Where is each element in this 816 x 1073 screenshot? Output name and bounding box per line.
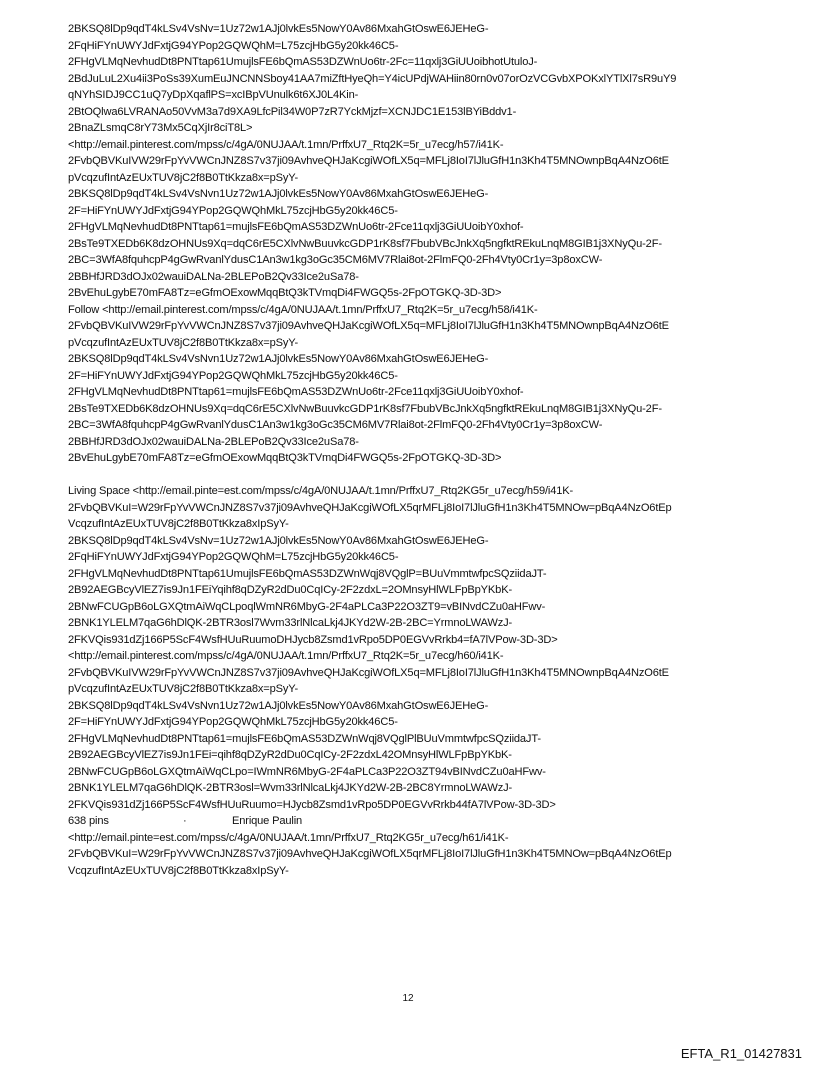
text-line: VcqzufIntAzEUxTUV8jC2f8B0TtKkza8xIpSyY- [68,518,289,530]
text-line: 2FqHiFYnUWYJdFxtjG94YPop2GQWQhM=L75zcjHbG5y20kk46C5- [68,551,399,563]
text-line: 2FvbQBVKuIVW29rFpYvVWCnJNZ8S7v37ji09AvhveQHJaKcgiWOfLX5q=MFLj8IoI7lJluGfH1n3Kh4T5MNOwnpBqA4NzO6tE [68,155,669,167]
text-line: 2FHgVLMqNevhudDt8PNTtap61=mujlsFE6bQmAS53DZWnUo6tr-2Fce11qxlj3GiUUoibY0xhof- [68,386,524,398]
text-line: qNYhSIDJ9CC1uQ7yDpXqaflPS=xcIBpVUnulk6t6XJ0L4Kin- [68,89,359,101]
text-line: 2FvbQBVKuIVW29rFpYvVWCnJNZ8S7v37ji09AvhveQHJaKcgiWOfLX5q=MFLj8IoI7lJluGfH1n3Kh4T5MNOwnpBqA4NzO6tE [68,320,669,332]
text-line: 2B92AEGBcyVlEZ7is9Jn1FEiYqihf8qDZyR2dDu0CqICy-2F2zdxL=2OMnsyHlWLFpBpYKbK- [68,584,512,596]
text-line: 2BKSQ8lDp9qdT4kLSv4VsNvn1Uz72w1AJj0lvkEs5NowY0Av86MxahGtOswE6JEHeG- [68,353,489,365]
text-line: VcqzufIntAzEUxTUV8jC2f8B0TtKkza8xIpSyY- [68,864,289,877]
text-line: 2B92AEGBcyVlEZ7is9Jn1FEi=qihf8qDZyR2dDu0CqICy-2F2zdxL42OMnsyHlWLFpBpYKbK- [68,749,512,761]
text-line: 2BNK1YLELM7qaG6hDlQK-2BTR3osl=Wvm33rlNlcaLkj4JKYd2W-2B-2BC8YrmnoLWAWzJ- [68,782,513,794]
text-line: 2FqHiFYnUWYJdFxtjG94YPop2GQWQhM=L75zcjHbG5y20kk46C5- [68,39,399,52]
text-line: 2FKVQis931dZj166P5ScF4WsfHUuRuumoDHJycb8Zsmd1vRpo5DP0EGVvRrkb4=fA7lVPow-3D-3D> [68,633,558,646]
text-line: 2BNwFCUGpB6oLGXQtmAiWqCLpo=IWmNR6MbyG-2F4aPLCa3P22O3ZT94vBINvdCZu0aHFwv- [68,765,546,778]
text-line: Living Space <http://email.pinte=est.com/mpss/c/4gA/0NUJAA/t.1mn/PrffxU7_Rtq2KG5r_u7ecg/h59/i41K- [68,485,574,497]
text-line: <http://email.pinte=est.com/mpss/c/4gA/0NUJAA/t.1mn/PrffxU7_Rtq2KG5r_u7ecg/h61/i41K- [68,831,509,844]
text-line: 2BNwFCUGpB6oLGXQtmAiWqCLpoqlWmNR6MbyG-2F4aPLCa3P22O3ZT9=vBINvdCZu0aHFwv- [68,600,546,613]
text-line: 2FKVQis931dZj166P5ScF4WsfHUuRuumo=HJycb8Zsmd1vRpo5DP0EGVvRrkb44fA7lVPow-3D-3D> [68,798,556,811]
page-number: 12 [402,993,414,1004]
text-line: 2BdJuLuL2Xu4ii3PoSs39XumEuJNCNNSboy41AA7miZftHyeQh=Y4icUPdjWAHiin80rn0v07orOzVCGvbXPOKxlYTlXl7sR9uY9 [68,72,677,85]
text-line: 2BKSQ8lDp9qdT4kLSv4VsNvn1Uz72w1AJj0lvkEs5NowY0Av86MxahGtOswE6JEHeG- [68,188,489,200]
email-body [68,21,788,879]
text-line: Follow <http://email.pinterest.com/mpss/c/4gA/0NUJAA/t.1mn/PrffxU7_Rtq2K=5r_u7ecg/h58/i41K- [68,303,538,316]
pin-count-line [68,813,788,830]
text-line: 2BC=3WfA8fquhcpP4gGwRvanlYdusC1An3w1kg3oGc35CM6MV7Rlai8ot-2FlmFQ0-2Fh4Vty0Cr1y=3p8oxCW- [68,254,603,266]
text-line: 2BNK1YLELM7qaG6hDlQK-2BTR3osl7Wvm33rlNlcaLkj4JKYd2W-2B-2BC=YrmnoLWAWzJ- [68,617,513,629]
text-line: 2FvbQBVKuI=W29rFpYvVWCnJNZ8S7v37ji09AvhveQHJaKcgiWOfLX5qrMFLj8IoI7lJluGfH1n3Kh4T5MNOw=pBqA4NzO6tEp [68,501,672,514]
text-line: 2BsTe9TXEDb6K8dzOHNUs9Xq=dqC6rE5CXlvNwBuuvkcGDP1rK8sf7FbubVBcJnkXq5ngfktREkuLnqM8GIB1j3XNyQu-2F- [68,237,662,250]
text-line: 2F=HiFYnUWYJdFxtjG94YPop2GQWQhMkL75zcjHbG5y20kk46C5- [68,369,398,382]
pin-author: Enrique Paulin [232,815,303,827]
link-block-tail [68,830,788,880]
text-line: 2BBHfJRD3dOJx02wauiDALNa-2BLEPoB2Qv33Ice2uSa78- [68,270,359,283]
text-line: pVcqzufIntAzEUxTUV8jC2f8B0TtKkza8x=pSyY- [68,683,299,695]
text-line: pVcqzufIntAzEUxTUV8jC2f8B0TtKkza8x=pSyY- [68,336,299,349]
text-line: pVcqzufIntAzEUxTUV8jC2f8B0TtKkza8x=pSyY- [68,171,299,184]
text-line: 2FHgVLMqNevhudDt8PNTtap61=mujlsFE6bQmAS53DZWnUo6tr-2Fce11qxlj3GiUUoibY0xhof- [68,221,524,233]
text-line: 2BKSQ8lDp9qdT4kLSv4VsNv=1Uz72w1AJj0lvkEs5NowY0Av86MxahGtOswE6JEHeG- [68,23,489,35]
link-block-follow [68,21,788,467]
text-line: 2BBHfJRD3dOJx02wauiDALNa-2BLEPoB2Qv33Ice2uSa78- [68,435,359,448]
document-id: EFTA_R1_01427831 [680,1046,802,1061]
text-line: 2BsTe9TXEDb6K8dzOHNUs9Xq=dqC6rE5CXlvNwBuuvkcGDP1rK8sf7FbubVBcJnkXq5ngfktREkuLnqM8GIB1j3XNyQu-2F- [68,402,662,415]
text-line: 2FHgVLMqNevhudDt8PNTtap61=mujlsFE6bQmAS53DZWnWqj8VQglPlBUuVmmtwfpcSQziidaJT- [68,732,541,745]
text-line: 2BnaZLsmqC8rY73Mx5CqXjIr8ciT8L> [68,122,253,134]
text-line: 2BC=3WfA8fquhcpP4gGwRvanlYdusC1An3w1kg3oGc35CM6MV7Rlai8ot-2FlmFQ0-2Fh4Vty0Cr1y=3p8oxCW- [68,419,603,431]
separator-dot: · [183,815,187,827]
text-line: 2BKSQ8lDp9qdT4kLSv4VsNvn1Uz72w1AJj0lvkEs5NowY0Av86MxahGtOswE6JEHeG- [68,699,489,712]
text-line: 2BKSQ8lDp9qdT4kLSv4VsNv=1Uz72w1AJj0lvkEs5NowY0Av86MxahGtOswE6JEHeG- [68,534,489,547]
text-line: 2BvEhuLgybE70mFA8Tz=eGfmOExowMqqBtQ3kTVmqDi4FWGQ5s-2FpOTGKQ-3D-3D> [68,452,502,464]
text-line: 2BvEhuLgybE70mFA8Tz=eGfmOExowMqqBtQ3kTVmqDi4FWGQ5s-2FpOTGKQ-3D-3D> [68,287,502,299]
text-line: <http://email.pinterest.com/mpss/c/4gA/0NUJAA/t.1mn/PrffxU7_Rtq2K=5r_u7ecg/h57/i41K- [68,138,504,151]
text-line: 2F=HiFYnUWYJdFxtjG94YPop2GQWQhMkL75zcjHbG5y20kk46C5- [68,204,398,217]
text-line: 2F=HiFYnUWYJdFxtjG94YPop2GQWQhMkL75zcjHbG5y20kk46C5- [68,716,398,728]
pin-count: 638 pins [68,815,109,827]
text-line: 2FvbQBVKuIVW29rFpYvVWCnJNZ8S7v37ji09AvhveQHJaKcgiWOfLX5q=MFLj8IoI7lJluGfH1n3Kh4T5MNOwnpBqA4NzO6tE [68,666,669,679]
text-line: <http://email.pinterest.com/mpss/c/4gA/0NUJAA/t.1mn/PrffxU7_Rtq2K=5r_u7ecg/h60/i41K- [68,650,504,662]
text-line: 2FHgVLMqNevhudDt8PNTtap61UmujlsFE6bQmAS53DZWnUo6tr-2Fc=11qxlj3GiUUoibhotUtuloJ- [68,56,538,68]
paragraph-gap [68,467,788,484]
text-line: 2FvbQBVKuI=W29rFpYvVWCnJNZ8S7v37ji09AvhveQHJaKcgiWOfLX5qrMFLj8IoI7lJluGfH1n3Kh4T5MNOw=pBqA4NzO6tEp [68,848,672,860]
link-block-living-space [68,483,788,813]
text-line: 2BtOQlwa6LVRANAo50VvM3a7d9XA9LfcPil34W0P7zR7YckMjzf=XCNJDC1E153lBYiBddv1- [68,105,517,118]
text-line: 2FHgVLMqNevhudDt8PNTtap61UmujlsFE6bQmAS53DZWnWqj8VQglP=BUuVmmtwfpcSQziidaJT- [68,567,547,580]
